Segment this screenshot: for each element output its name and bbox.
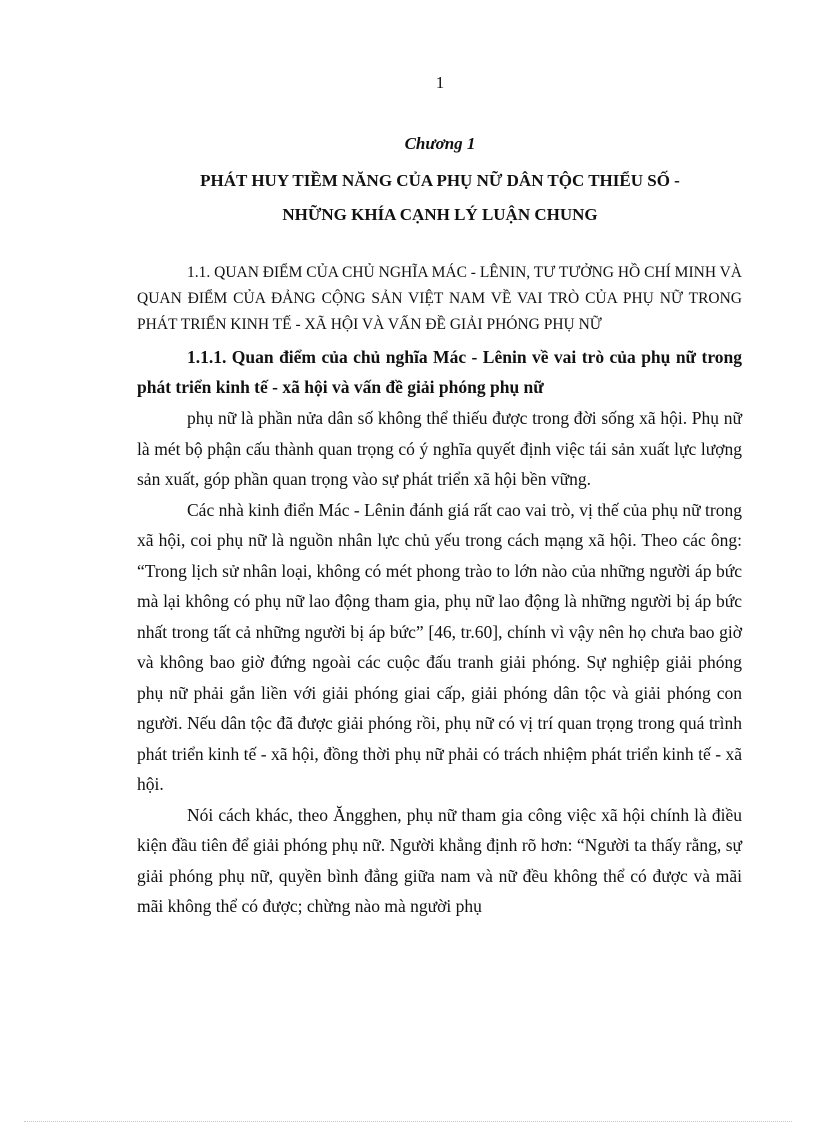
- paragraph-1: phụ nữ là phần nửa dân số không thể thiếu được trong đời sống xã hội. Phụ nữ là mét bộ phận cấu thành quan trọng có ý nghĩa quyết định việc tái sản xuất lực lượng sản xuất, góp phần quan trọng vào sự phát triển xã hội bền vững.: [137, 408, 742, 489]
- paragraph-2: Các nhà kinh điển Mác - Lênin đánh giá rất cao vai trò, vị thế của phụ nữ trong xã hội, coi phụ nữ là nguồn nhân lực chủ yếu trong cách mạng xã hội. Theo các ông: “Trong lịch sử nhân loại, không có mét phong trào to lớn nào của những người áp bức mà lại không có phụ nữ lao động tham gia, phụ nữ lao động là những người bị áp bức nhất trong tất cả những người bị áp bức” [46, tr.60], chính vì vậy nên họ chưa bao giờ và không bao giờ đứng ngoài các cuộc đấu tranh giải phóng. Sự nghiệp giải phóng phụ nữ phải gắn liền với giải phóng giai cấp, giải phóng dân tộc và giải phóng con người. Nếu dân tộc đã được giải phóng rồi, phụ nữ có vị trí quan trọng trong quá trình phát triển kinh tế - xã hội, đồng thời phụ nữ phải có trách nhiệm phát triển kinh tế - xã hội.: [137, 499, 742, 794]
- chapter-label: Chương 1: [404, 134, 476, 153]
- chapter-title-line-2: NHỮNG KHÍA CẠNH LÝ LUẬN CHUNG: [282, 205, 598, 224]
- body-text: [137, 403, 742, 922]
- page-bottom-divider: [24, 1121, 792, 1122]
- page-number: 1: [435, 73, 445, 92]
- subsection-heading: 1.1.1. Quan điểm của chủ nghĩa Mác - Lênin về vai trò của phụ nữ trong phát triển kinh tế - xã hội và vấn đề giải phóng phụ nữ: [137, 347, 742, 397]
- paragraph-3: Nói cách khác, theo Ăngghen, phụ nữ tham gia công việc xã hội chính là điều kiện đầu tiên để giải phóng phụ nữ. Người khẳng định rõ hơn: “Người ta thấy rằng, sự giải phóng phụ nữ, quyền bình đẳng giữa nam và nữ đều không thể có được và mãi mãi không thể có được; chừng nào mà người phụ: [137, 804, 742, 916]
- section-heading: 1.1. QUAN ĐIỂM CỦA CHỦ NGHĨA MÁC - LÊNIN, TƯ TƯỞNG HỒ CHÍ MINH VÀ QUAN ĐIỂM CỦA ĐẢNG CỘNG SẢN VIỆT NAM VỀ VAI TRÒ CỦA PHỤ NỮ TRONG PHÁT TRIỂN KINH TẾ - XÃ HỘI VÀ VẤN ĐỀ GIẢI PHÓNG PHỤ NỮ: [137, 264, 742, 333]
- chapter-title: [130, 164, 750, 232]
- chapter-title-line-1: PHÁT HUY TIỀM NĂNG CỦA PHỤ NỮ DÂN TỘC THIỂU SỐ -: [200, 171, 680, 190]
